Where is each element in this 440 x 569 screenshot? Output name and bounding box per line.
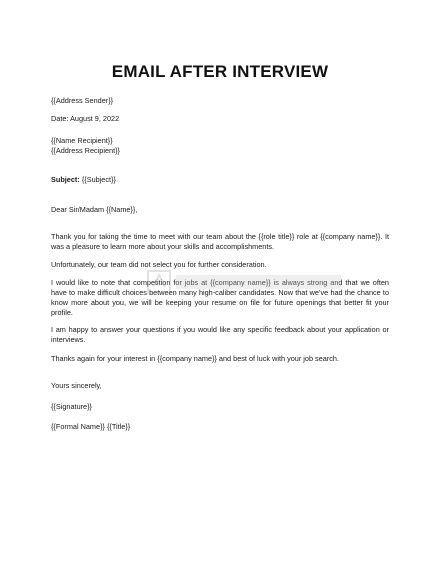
paragraph-competition: I would like to note that competition for jobs at {{company name}} is always strong and that we often have to make difficult choices between many high-caliber candidates. Now that we’ve had the chance to know more about you, we will be keeping your resume on file for future openings that better fit your profile. <box>51 278 389 317</box>
paragraph-thanks: Thank you for taking the time to meet with our team about the {{role title}} role at {{company name}}. It was a pleasure to learn more about your skills and accomplishments. <box>51 232 389 251</box>
formal-name: {{Formal Name}} {{Title}} <box>51 422 131 431</box>
subject-value: {{Subject}} <box>79 175 116 184</box>
closing: Yours sincerely, <box>51 381 102 390</box>
subject-label: Subject: <box>51 175 80 184</box>
paragraph-closing-thanks: Thanks again for your interest in {{company name}} and best of luck with your job search. <box>51 354 339 363</box>
address-recipient: {{Address Recipient}} <box>51 146 120 155</box>
paragraph-rejection: Unfortunately, our team did not select you for further consideration. <box>51 260 267 269</box>
subject-line <box>51 175 116 185</box>
paragraph-feedback: I am happy to answer your questions if you would like any specific feedback about your application or interviews. <box>51 325 389 344</box>
document-title: EMAIL AFTER INTERVIEW <box>111 62 329 81</box>
signature-placeholder: {{Signature}} <box>51 402 92 411</box>
address-sender: {{Address Sender}} <box>51 96 114 105</box>
date-line: Date: August 9, 2022 <box>51 114 120 123</box>
name-recipient: {{Name Recipient}} <box>51 136 113 145</box>
salutation: Dear Sir/Madam {{Name}}, <box>51 205 138 214</box>
